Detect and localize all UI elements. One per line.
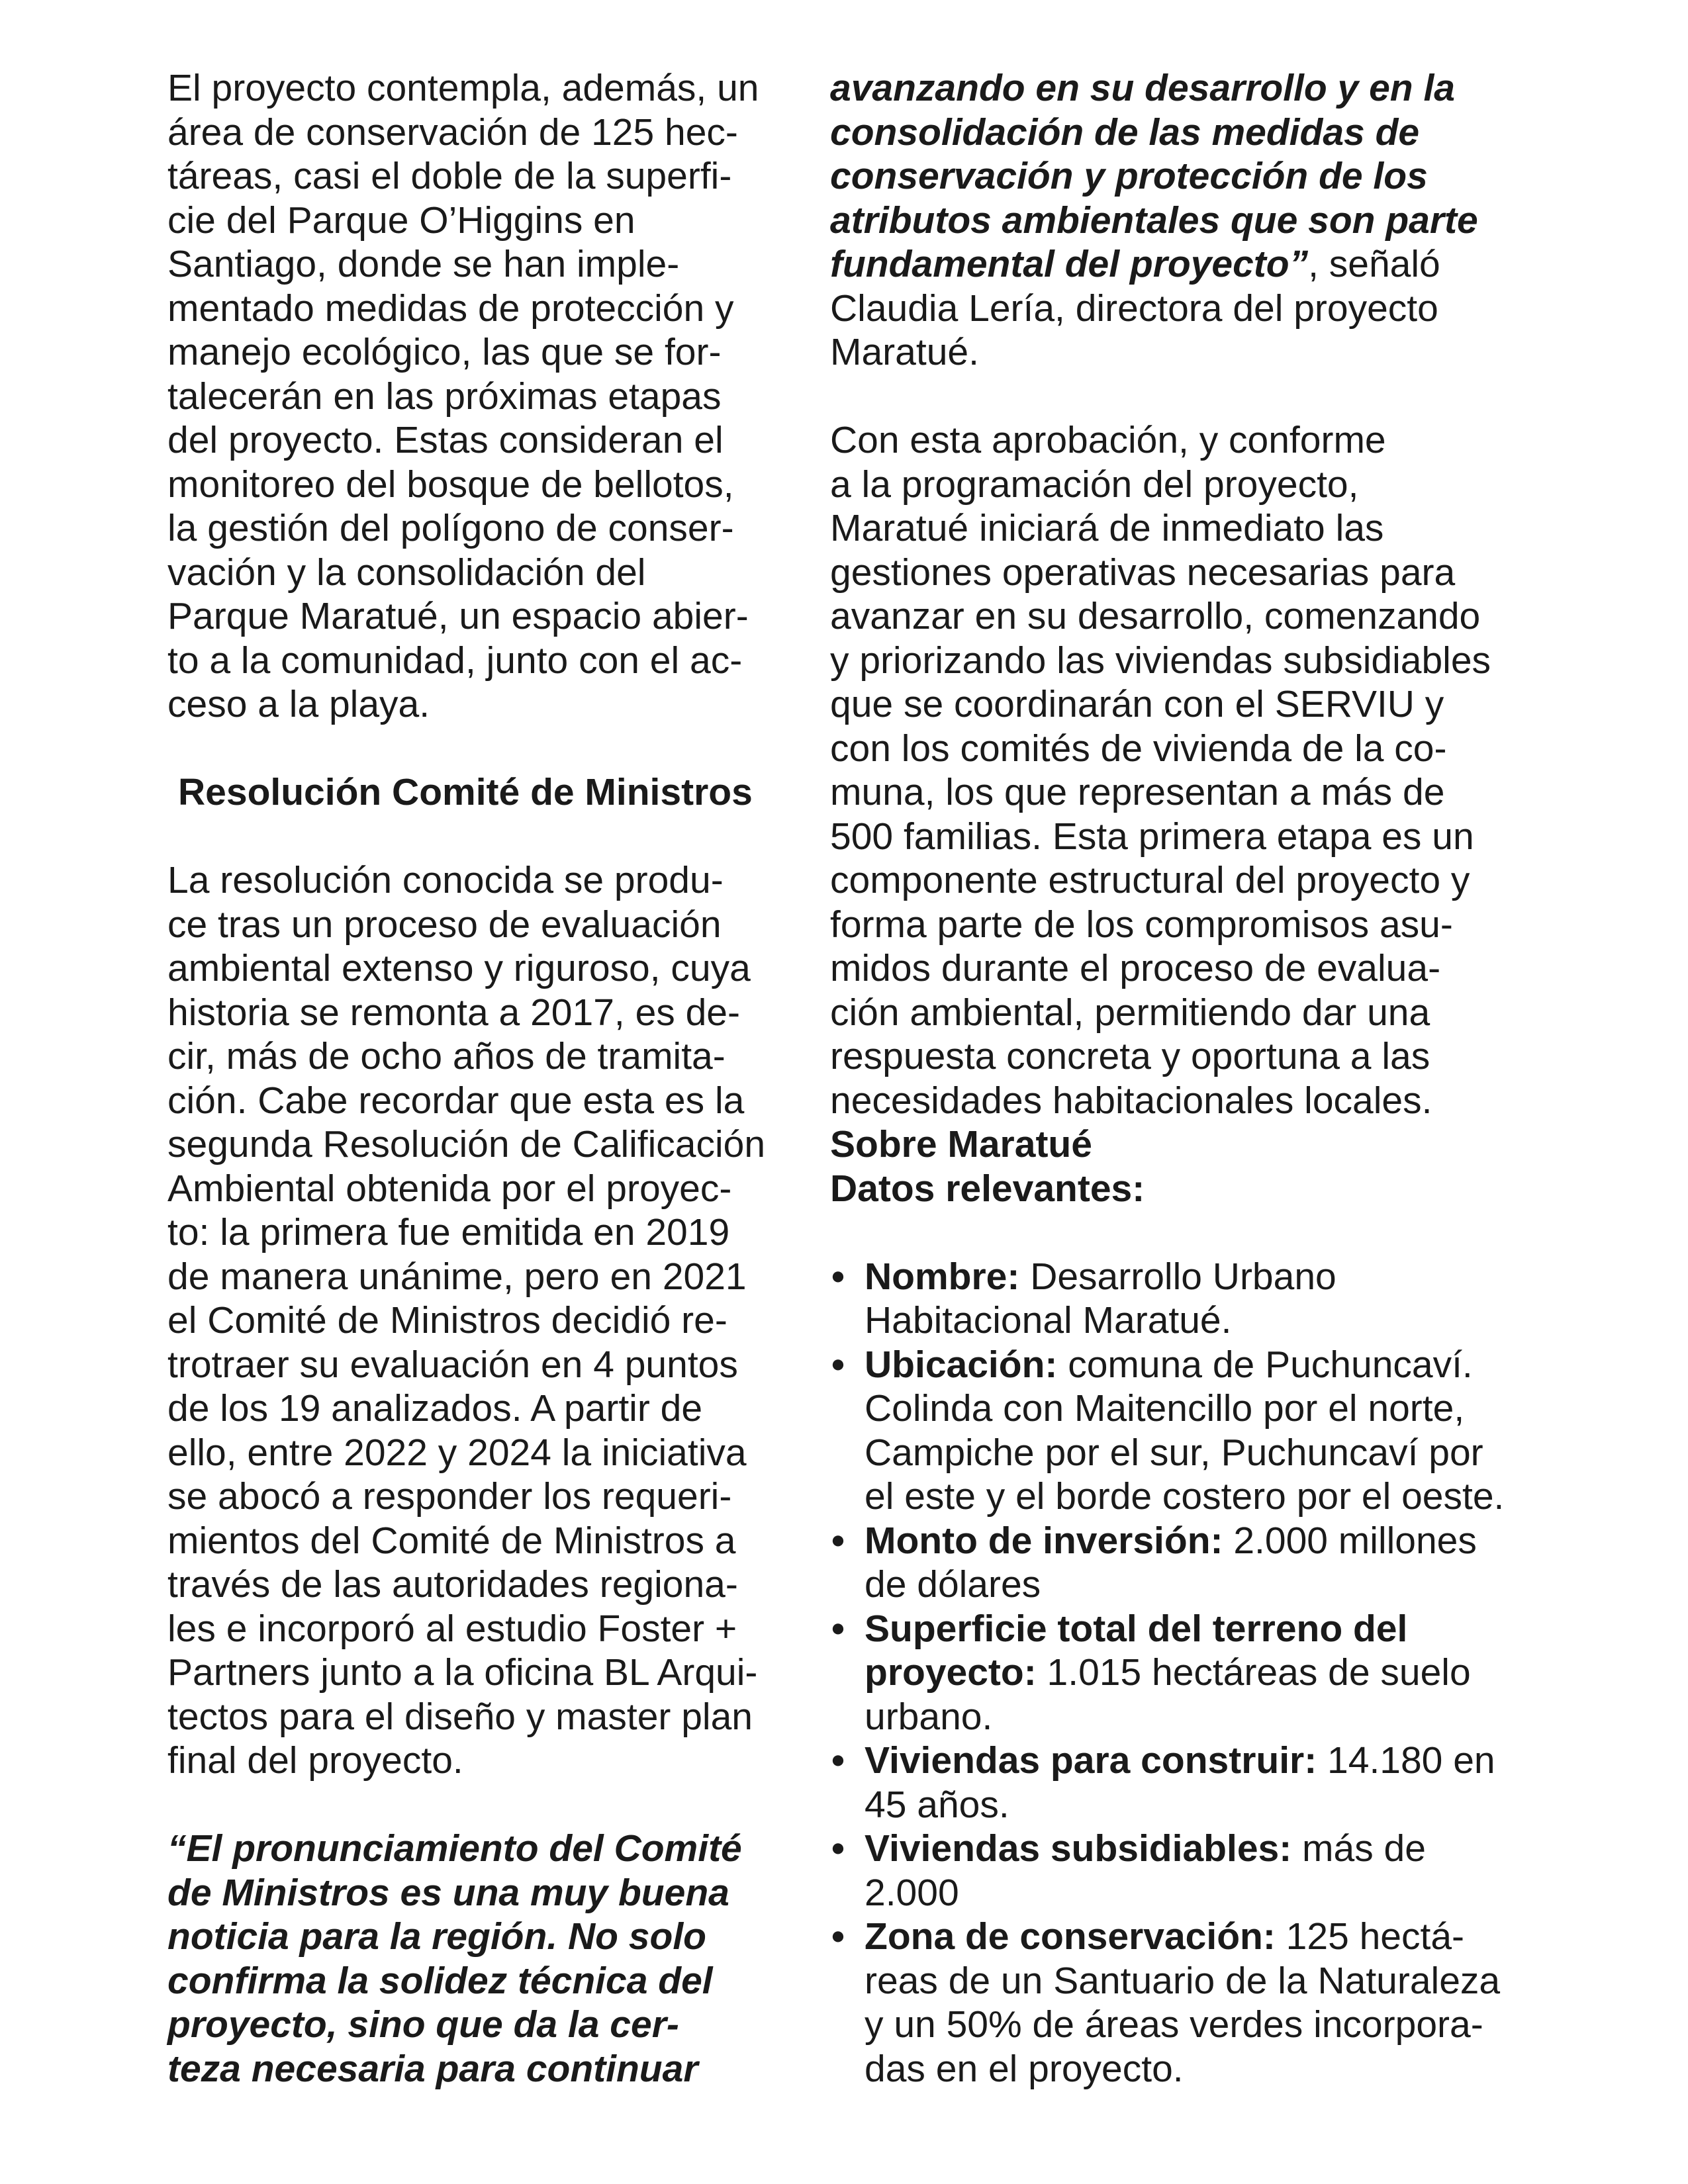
fact-value: 1.015 hectáreas de suelo — [1036, 1651, 1471, 1694]
fact-line: Habitacional Maratué. — [865, 1299, 1232, 1342]
paragraph-gap — [167, 815, 793, 859]
fact-label: Monto de inversión: — [865, 1519, 1223, 1562]
text-line: Ambiental obtenida por el proyec- — [167, 1167, 732, 1210]
text-line: 500 familias. Esta primera etapa es un — [830, 815, 1474, 858]
text-line: les e incorporó al estudio Foster + — [167, 1607, 737, 1650]
text-line: manejo ecológico, las que se for- — [167, 331, 722, 373]
quote-line: “El pronunciamiento del Comité — [167, 1827, 742, 1870]
quote-attribution-line — [830, 242, 1533, 287]
list-item — [830, 1343, 1533, 1519]
text-line: y priorizando las viviendas subsidiables — [830, 639, 1491, 682]
fact-label: Nombre: — [865, 1255, 1020, 1298]
text-line: trotraer su evaluación en 4 puntos — [167, 1343, 738, 1386]
text-line: mentado medidas de protección y — [167, 287, 734, 330]
paragraph-gap — [167, 1783, 793, 1827]
fact-line: 45 años. — [865, 1783, 1009, 1826]
text-line: ción ambiental, permitiendo dar una — [830, 991, 1430, 1034]
right-column — [830, 66, 1533, 2091]
fact-line: y un 50% de áreas verdes incorpora- — [865, 2003, 1483, 2046]
fact-label: Zona de conservación: — [865, 1915, 1276, 1958]
text-line: historia se remonta a 2017, es de- — [167, 991, 740, 1034]
quote-end: fundamental del proyecto” — [830, 243, 1309, 285]
text-line: Maratué. — [830, 331, 979, 373]
bullet: • — [831, 1255, 845, 1298]
facts-list — [830, 1255, 1533, 2091]
text-line: con los comités de vivienda de la co- — [830, 727, 1447, 770]
fact-line: el este y el borde costero por el oeste. — [865, 1475, 1505, 1518]
bullet: • — [831, 1607, 845, 1650]
bullet: • — [831, 1519, 845, 1562]
fact-line: Colinda con Maitencillo por el norte, — [865, 1387, 1465, 1430]
about-heading: Sobre Maratué — [830, 1123, 1092, 1165]
text-line: necesidades habitacionales locales. — [830, 1079, 1432, 1122]
pull-quote — [167, 1827, 793, 2091]
text-line: componente estructural del proyecto y — [830, 859, 1470, 901]
quote-line: teza necesaria para continuar — [167, 2047, 698, 2090]
paragraph-gap — [830, 1210, 1533, 1255]
bullet: • — [831, 1739, 845, 1782]
text-line: ceso a la playa. — [167, 683, 430, 725]
fact-line: reas de un Santuario de la Naturaleza — [865, 1959, 1501, 2002]
text-line: tectos para el diseño y master plan — [167, 1695, 753, 1738]
text-line: respuesta concreta y oportuna a las — [830, 1035, 1430, 1077]
text-line: Partners junto a la oficina BL Arqui- — [167, 1651, 758, 1694]
list-item — [830, 1519, 1533, 1607]
bullet: • — [831, 1343, 845, 1386]
fact-line — [865, 1827, 1533, 1871]
quote-line: confirma la solidez técnica del — [167, 1959, 713, 2002]
text-line: to: la primera fue emitida en 2019 — [167, 1211, 730, 1253]
fact-label: Superficie total del terreno del — [865, 1607, 1408, 1650]
fact-line: 2.000 — [865, 1871, 959, 1914]
text-line: del proyecto. Estas consideran el — [167, 419, 724, 461]
list-item — [830, 1739, 1533, 1827]
text-line: gestiones operativas necesarias para — [830, 551, 1456, 594]
quote-line: de Ministros es una muy buena — [167, 1871, 729, 1914]
text-line: el Comité de Ministros decidió re- — [167, 1299, 727, 1342]
fact-line — [865, 1651, 1533, 1695]
bullet: • — [831, 1827, 845, 1870]
text-line: mientos del Comité de Ministros a — [167, 1519, 736, 1562]
text-line: de los 19 analizados. A partir de — [167, 1387, 703, 1430]
text-line: ello, entre 2022 y 2024 la iniciativa — [167, 1431, 747, 1474]
fact-label: Viviendas subsidiables: — [865, 1827, 1292, 1870]
quote-line: avanzando en su desarrollo y en la — [830, 67, 1455, 109]
text-line: talecerán en las próximas etapas — [167, 375, 722, 418]
text-line: segunda Resolución de Calificación — [167, 1123, 766, 1165]
intro-paragraph — [167, 66, 793, 727]
text-line: La resolución conocida se produ- — [167, 859, 724, 901]
paragraph-gap — [830, 375, 1533, 419]
list-item — [830, 1915, 1533, 2091]
section-heading: Resolución Comité de Ministros — [178, 771, 753, 813]
fact-line: urbano. — [865, 1695, 993, 1738]
fact-line — [865, 1255, 1533, 1299]
text-line: que se coordinarán con el SERVIU y — [830, 683, 1444, 725]
left-column — [167, 66, 793, 2091]
fact-label: Ubicación: — [865, 1343, 1058, 1386]
approval-paragraph — [830, 418, 1533, 1122]
text-line: monitoreo del bosque de bellotos, — [167, 463, 734, 506]
quote-line: conservación y protección de los — [830, 155, 1428, 197]
resolution-paragraph — [167, 858, 793, 1783]
fact-value: comuna de Puchuncaví. — [1057, 1343, 1473, 1386]
text-line: cie del Parque O’Higgins en — [167, 199, 635, 242]
attribution-text: , señaló — [1308, 243, 1440, 285]
fact-line: Campiche por el sur, Puchuncaví por — [865, 1431, 1483, 1474]
fact-label: proyecto: — [865, 1651, 1037, 1694]
text-line: Con esta aprobación, y conforme — [830, 419, 1386, 461]
fact-line — [865, 1915, 1533, 1959]
text-line: avanzar en su desarrollo, comenzando — [830, 595, 1481, 637]
text-line: la gestión del polígono de conser- — [167, 507, 734, 549]
text-line: Parque Maratué, un espacio abier- — [167, 595, 749, 637]
fact-line — [865, 1739, 1533, 1783]
paragraph-gap — [167, 727, 793, 771]
quote-line: consolidación de las medidas de — [830, 111, 1420, 154]
fact-value: Desarrollo Urbano — [1019, 1255, 1336, 1298]
list-item — [830, 1607, 1533, 1739]
text-line: táreas, casi el doble de la superfi- — [167, 155, 732, 197]
fact-line — [865, 1519, 1533, 1563]
text-line: to a la comunidad, junto con el ac- — [167, 639, 743, 682]
text-line: a la programación del proyecto, — [830, 463, 1359, 506]
fact-value: 125 hectá- — [1275, 1915, 1465, 1958]
text-line: área de conservación de 125 hec- — [167, 111, 738, 154]
text-line: ce tras un proceso de evaluación — [167, 903, 722, 946]
fact-value: 2.000 millones — [1223, 1519, 1477, 1562]
text-line: midos durante el proceso de evalua- — [830, 947, 1441, 989]
text-line: Claudia Lería, directora del proyecto — [830, 287, 1438, 330]
text-line: de manera unánime, pero en 2021 — [167, 1255, 747, 1298]
text-line: final del proyecto. — [167, 1739, 463, 1782]
fact-label: Viviendas para construir: — [865, 1739, 1317, 1782]
text-line: través de las autoridades regiona- — [167, 1563, 738, 1606]
fact-line: de dólares — [865, 1563, 1041, 1606]
quote-line: atributos ambientales que son parte — [830, 199, 1478, 242]
text-line: vación y la consolidación del — [167, 551, 646, 594]
quote-line: proyecto, sino que da la cer- — [167, 2003, 679, 2046]
quote-line: noticia para la región. No solo — [167, 1915, 706, 1958]
fact-line — [865, 1343, 1533, 1387]
text-line: ambiental extenso y riguroso, cuya — [167, 947, 751, 989]
bullet: • — [831, 1915, 845, 1958]
list-item — [830, 1255, 1533, 1343]
text-line: Santiago, donde se han imple- — [167, 243, 680, 285]
text-line: cir, más de ocho años de tramita- — [167, 1035, 726, 1077]
list-item — [830, 1827, 1533, 1915]
text-line: ción. Cabe recordar que esta es la — [167, 1079, 745, 1122]
text-line: se abocó a responder los requeri- — [167, 1475, 732, 1518]
text-line: muna, los que representan a más de — [830, 771, 1445, 813]
data-heading: Datos relevantes: — [830, 1167, 1145, 1210]
fact-line: das en el proyecto. — [865, 2047, 1184, 2090]
text-line: Maratué iniciará de inmediato las — [830, 507, 1384, 549]
fact-value: 14.180 en — [1317, 1739, 1495, 1782]
fact-value: más de — [1291, 1827, 1426, 1870]
text-line: El proyecto contempla, además, un — [167, 67, 759, 109]
quote-continuation — [830, 66, 1533, 375]
text-line: forma parte de los compromisos asu- — [830, 903, 1453, 946]
